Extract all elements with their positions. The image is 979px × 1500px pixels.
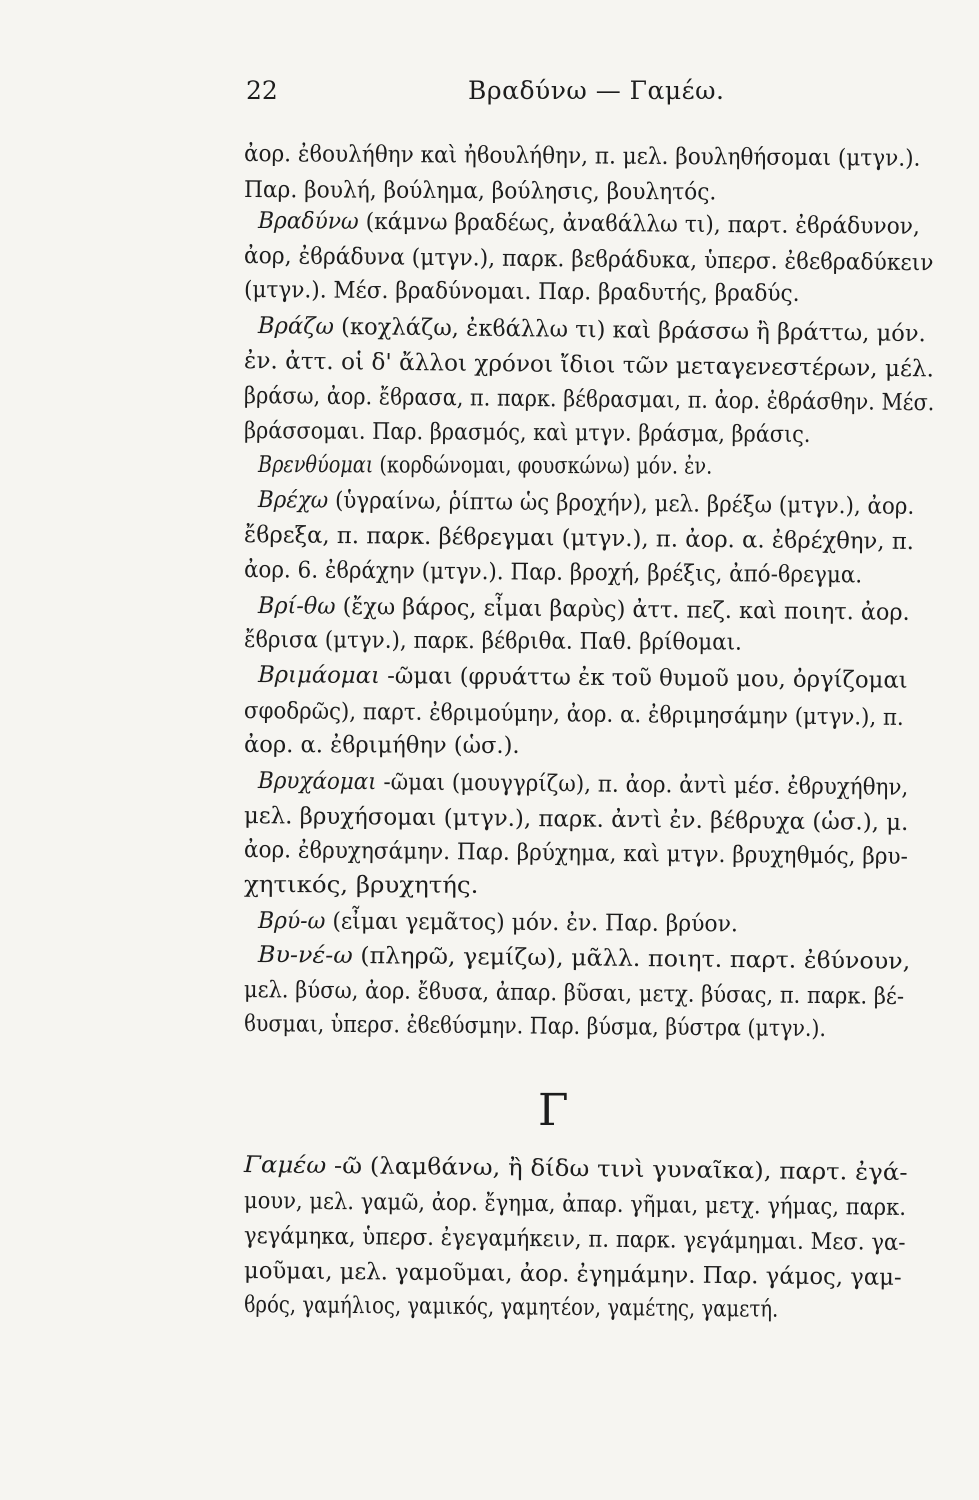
page-header — [0, 76, 979, 116]
text-line — [244, 417, 811, 449]
line-text: χητικός, βρυχητής. — [243, 872, 479, 899]
text-line — [258, 207, 920, 241]
text-line — [244, 242, 934, 277]
line-text: (κάμνω βραδέως, ἀναϐάλλω τι), παρτ. ἐϐράδυνον, — [358, 208, 920, 240]
line-text: -ῶμαι (φρυάττω ἐκ τοῦ θυμοῦ μου, ὀργίζομαι — [379, 663, 908, 694]
text-line — [244, 1222, 906, 1257]
text-line — [244, 976, 904, 1011]
text-line — [258, 451, 712, 481]
line-text: μελ. βρυχήσομαι (μτγν.), παρκ. ἀντὶ ἐν. βέϐρυχα (ὡσ.), μ. — [243, 803, 909, 836]
text-line — [244, 1257, 902, 1292]
text-line — [258, 907, 738, 938]
line-text: γεγάμηκα, ὑπερσ. ἐγεγαμήκειν, π. παρκ. γεγάμημαι. Μεσ. γα- — [243, 1223, 906, 1256]
text-line — [244, 347, 934, 383]
line-text: ἔϐρεξα, π. παρκ. βέϐρεγμαι (μτγν.), π. ἀορ. α. ἐϐρέχθην, π. — [243, 522, 915, 556]
text-line — [258, 312, 926, 348]
line-text: ἐν. ἀττ. οἱ δ' ἄλλοι χρόνοι ἴδιοι τῶν μεταγενεστέρων, μέλ. — [243, 348, 935, 383]
lemma-headword: Βρί-θω — [257, 593, 336, 620]
lemma-headword: Βυ-νέ-ω — [257, 942, 353, 969]
lemma-headword: Βρύ-ω — [257, 908, 326, 935]
line-text: (κοχλάζω, ἐκϐάλλω τι) καὶ βράσσω ἢ βράττω, μόν. — [333, 313, 927, 348]
line-text: -ῶμαι (μουγγρίζω), π. ἀορ. ἀντὶ μέσ. ἐϐρυχήθην, — [376, 769, 909, 801]
line-text: ἀορ, ἐϐράδυνα (μτγν.), παρκ. βεϐράδυκα, ὑπερσ. ἐϐεϐραδύκειν — [243, 243, 934, 277]
text-line — [244, 1187, 906, 1222]
line-text: (πληρῶ, γεμίζω), μᾶλλ. ποιητ. παρτ. ἐϐύνουν, — [352, 942, 911, 975]
text-line — [258, 767, 909, 802]
line-text: (ἔχω βάρος, εἶμαι βαρὺς) ἀττ. πεζ. καὶ ποιητ. ἀορ. — [335, 593, 910, 626]
section-letter: Γ — [538, 1085, 569, 1136]
line-text: βράσω, ἀορ. ἔϐρασα, π. παρκ. βέϐρασμαι, π. ἀορ. ἐϐράσθην. Μέσ. — [243, 383, 935, 417]
text-line — [244, 176, 716, 206]
text-line — [244, 836, 908, 871]
line-text: ϐρός, γαμήλιος, γαμικός, γαμητέον, γαμέτης, γαμετή. — [243, 1292, 779, 1323]
line-text: (μτγν.). Μέσ. βραδύνομαι. Παρ. βραδυτής, βραδύς. — [243, 277, 800, 307]
text-line — [258, 486, 915, 521]
text-line — [258, 592, 910, 627]
text-line — [244, 276, 800, 308]
text-line — [244, 521, 914, 556]
text-line — [244, 1291, 779, 1324]
text-line — [244, 1151, 908, 1187]
line-text: σφοδρῶς), παρτ. ἐϐριμούμην, ἀορ. α. ἐϐριμησάμην (μτγν.), π. — [243, 698, 904, 731]
line-text: (κορδώνομαι, φουσκώνω) μόν. ἐν. — [373, 452, 713, 480]
running-head: Βραδύνω — Γαμέω. — [468, 76, 725, 105]
lemma-headword: Γαμέω — [243, 1152, 327, 1180]
text-line — [244, 382, 935, 417]
line-text: ἔϐρισα (μτγν.), παρκ. βέϐριθα. Παθ. βρίθομαι. — [243, 627, 742, 656]
line-text: ἀορ. α. ἐϐριμήθην (ὡσ.). — [243, 732, 520, 759]
line-text: ἀορ. ἐϐρυχησάμην. Παρ. βρύχημα, καὶ μτγν. βρυχηθμός, βρυ- — [243, 837, 908, 870]
line-text: βράσσομαι. Παρ. βρασμός, καὶ μτγν. βράσμα, βράσις. — [243, 418, 811, 448]
line-text: (εἶμαι γεμᾶτος) μόν. ἐν. Παρ. βρύον. — [325, 908, 738, 938]
line-text: μελ. βύσω, ἀορ. ἔϐυσα, ἀπαρ. βῦσαι, μετχ. βύσας, π. παρκ. βέ- — [243, 977, 905, 1010]
text-line — [244, 802, 909, 837]
lemma-headword: Βραδύνω — [257, 208, 359, 235]
lemma-headword: Βριμάομαι — [257, 662, 381, 690]
text-line — [258, 661, 908, 695]
line-text: -ῶ (λαμϐάνω, ἢ δίδω τινὶ γυναῖκα), παρτ. ἐγά- — [326, 1153, 908, 1187]
line-text: ἀορ. 6. ἐϐράχην (μτγν.). Παρ. βροχή, βρέξις, ἀπό-ϐρεγμα. — [243, 557, 863, 589]
text-line — [244, 871, 479, 900]
line-text: ϐυσμαι, ὑπερσ. ἐϐεϐύσμην. Παρ. βύσμα, βύστρα (μτγν.). — [243, 1011, 827, 1043]
lemma-headword: Βράζω — [257, 313, 335, 340]
text-line — [244, 556, 862, 589]
line-text: Παρ. βουλή, βούλημα, βούλησις, βουλητός. — [243, 177, 717, 206]
lemma-headword: Βρενθύομαι — [257, 452, 374, 479]
page-number: 22 — [246, 76, 278, 105]
text-line — [244, 140, 921, 173]
text-line — [244, 697, 904, 732]
text-line — [244, 1010, 826, 1043]
text-line — [244, 731, 520, 760]
text-line — [258, 941, 911, 976]
text-line — [244, 626, 742, 657]
lemma-headword: Βρυχάομαι — [257, 768, 377, 796]
line-text: μοῦμαι, μελ. γαμοῦμαι, ἀορ. ἐγημάμην. Παρ. γάμος, γαμ- — [243, 1258, 902, 1291]
line-text: ἀορ. ἐϐουλήθην καὶ ἠϐουλήθην, π. μελ. βουληθήσομαι (μτγν.). — [243, 141, 921, 172]
line-text: (ὑγραίνω, ῥίπτω ὡς βροχήν), μελ. βρέξω (μτγν.), ἀορ. — [328, 487, 915, 520]
lemma-headword: Βρέχω — [257, 487, 329, 514]
line-text: μουν, μελ. γαμῶ, ἀορ. ἔγημα, ἀπαρ. γῆμαι, μετχ. γήμας, παρκ. — [243, 1188, 907, 1221]
